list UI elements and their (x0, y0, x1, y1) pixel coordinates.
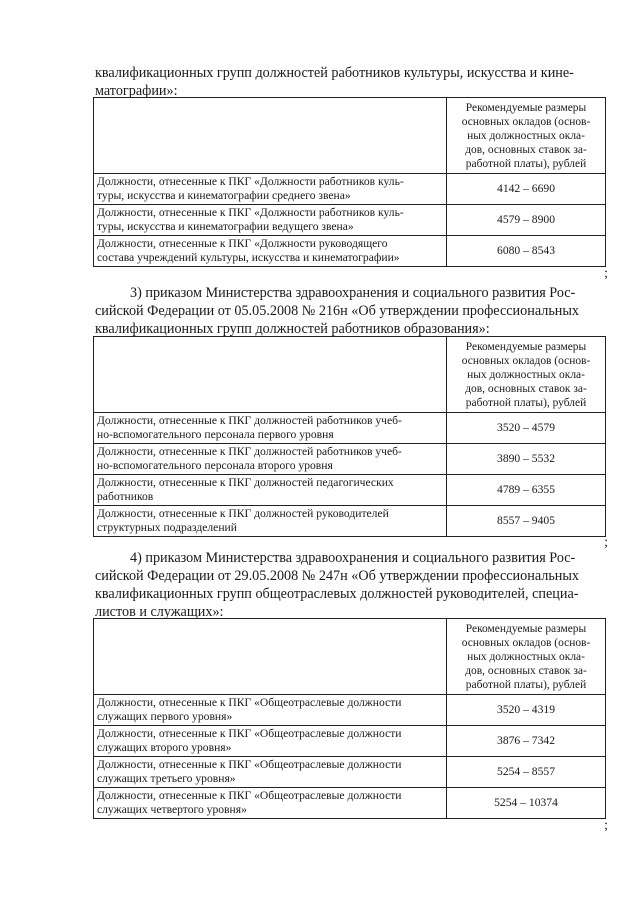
salary-range-cell: 8557 – 9405 (447, 506, 606, 537)
text-line: квалификационных групп общеотраслевых должностей руководителей, специа- (95, 586, 579, 602)
table-header-row (94, 98, 606, 174)
salary-range-cell: 3876 – 7342 (447, 726, 606, 757)
table-header-row (94, 337, 606, 413)
empty-header-cell (94, 619, 447, 695)
text-line: листов и служащих»: (95, 604, 224, 620)
position-group-cell: Должности, отнесенные к ПКГ «Должности руководящего состава учреждений культуры, искусства и кинематографии» (94, 236, 447, 267)
semicolon-separator: ; (604, 266, 608, 281)
table-header-row (94, 619, 606, 695)
text-line: 4) приказом Министерства здравоохранения и социального развития Рос- (130, 550, 576, 566)
header-paragraph (95, 64, 605, 100)
salary-range-cell: 4789 – 6355 (447, 475, 606, 506)
table-row (94, 174, 606, 205)
table-row (94, 205, 606, 236)
semicolon-separator: ; (604, 818, 608, 833)
position-group-cell: Должности, отнесенные к ПКГ должностей руководителей структурных подразделений (94, 506, 447, 537)
table-row (94, 236, 606, 267)
table-row (94, 475, 606, 506)
position-group-cell: Должности, отнесенные к ПКГ должностей работников учеб- но-вспомогательного персонала первого уровня (94, 413, 447, 444)
position-group-cell: Должности, отнесенные к ПКГ «Общеотраслевые должности служащих третьего уровня» (94, 757, 447, 788)
position-group-cell: Должности, отнесенные к ПКГ «Общеотраслевые должности служащих первого уровня» (94, 695, 447, 726)
empty-header-cell (94, 98, 447, 174)
salary-table-culture (93, 97, 606, 267)
semicolon-separator: ; (604, 535, 608, 550)
salary-range-cell: 5254 – 8557 (447, 757, 606, 788)
salary-range-cell: 4579 – 8900 (447, 205, 606, 236)
text-line: 3) приказом Министерства здравоохранения и социального развития Рос- (130, 285, 576, 301)
table-row (94, 726, 606, 757)
paragraph-item-4 (95, 549, 605, 621)
salary-range-cell: 3890 – 5532 (447, 444, 606, 475)
position-group-cell: Должности, отнесенные к ПКГ «Общеотраслевые должности служащих четвертого уровня» (94, 788, 447, 819)
salary-table-general (93, 618, 606, 819)
table-row (94, 413, 606, 444)
empty-header-cell (94, 337, 447, 413)
salary-range-cell: 4142 – 6690 (447, 174, 606, 205)
table-row (94, 695, 606, 726)
position-group-cell: Должности, отнесенные к ПКГ должностей работников учеб- но-вспомогательного персонала второго уровня (94, 444, 447, 475)
salary-header-cell: Рекомендуемые размеры основных окладов (основ- ных должностных окла- дов, основных ставок за- работной платы), рублей (447, 98, 606, 174)
salary-range-cell: 6080 – 8543 (447, 236, 606, 267)
salary-range-cell: 5254 – 10374 (447, 788, 606, 819)
text-line: матографии»: (95, 83, 178, 99)
position-group-cell: Должности, отнесенные к ПКГ «Должности работников куль- туры, искусства и кинематографии среднего звена» (94, 174, 447, 205)
salary-header-cell: Рекомендуемые размеры основных окладов (основ- ных должностных окла- дов, основных ставок за- работной платы), рублей (447, 337, 606, 413)
text-line: квалификационных групп должностей работников культуры, искусства и кине- (95, 65, 574, 81)
salary-table-education (93, 336, 606, 537)
position-group-cell: Должности, отнесенные к ПКГ «Должности работников куль- туры, искусства и кинематографии ведущего звена» (94, 205, 447, 236)
salary-range-cell: 3520 – 4319 (447, 695, 606, 726)
table-row (94, 757, 606, 788)
table-row (94, 788, 606, 819)
paragraph-item-3 (95, 284, 605, 338)
table-row (94, 506, 606, 537)
salary-range-cell: 3520 – 4579 (447, 413, 606, 444)
text-line: сийской Федерации от 29.05.2008 № 247н «Об утверждении профессиональных (95, 568, 580, 584)
salary-header-cell: Рекомендуемые размеры основных окладов (основ- ных должностных окла- дов, основных ставок за- работной платы), рублей (447, 619, 606, 695)
table-row (94, 444, 606, 475)
position-group-cell: Должности, отнесенные к ПКГ «Общеотраслевые должности служащих второго уровня» (94, 726, 447, 757)
text-line: квалификационных групп должностей работников образования»: (95, 321, 490, 337)
text-line: сийской Федерации от 05.05.2008 № 216н «Об утверждении профессиональных (95, 303, 580, 319)
position-group-cell: Должности, отнесенные к ПКГ должностей педагогических работников (94, 475, 447, 506)
